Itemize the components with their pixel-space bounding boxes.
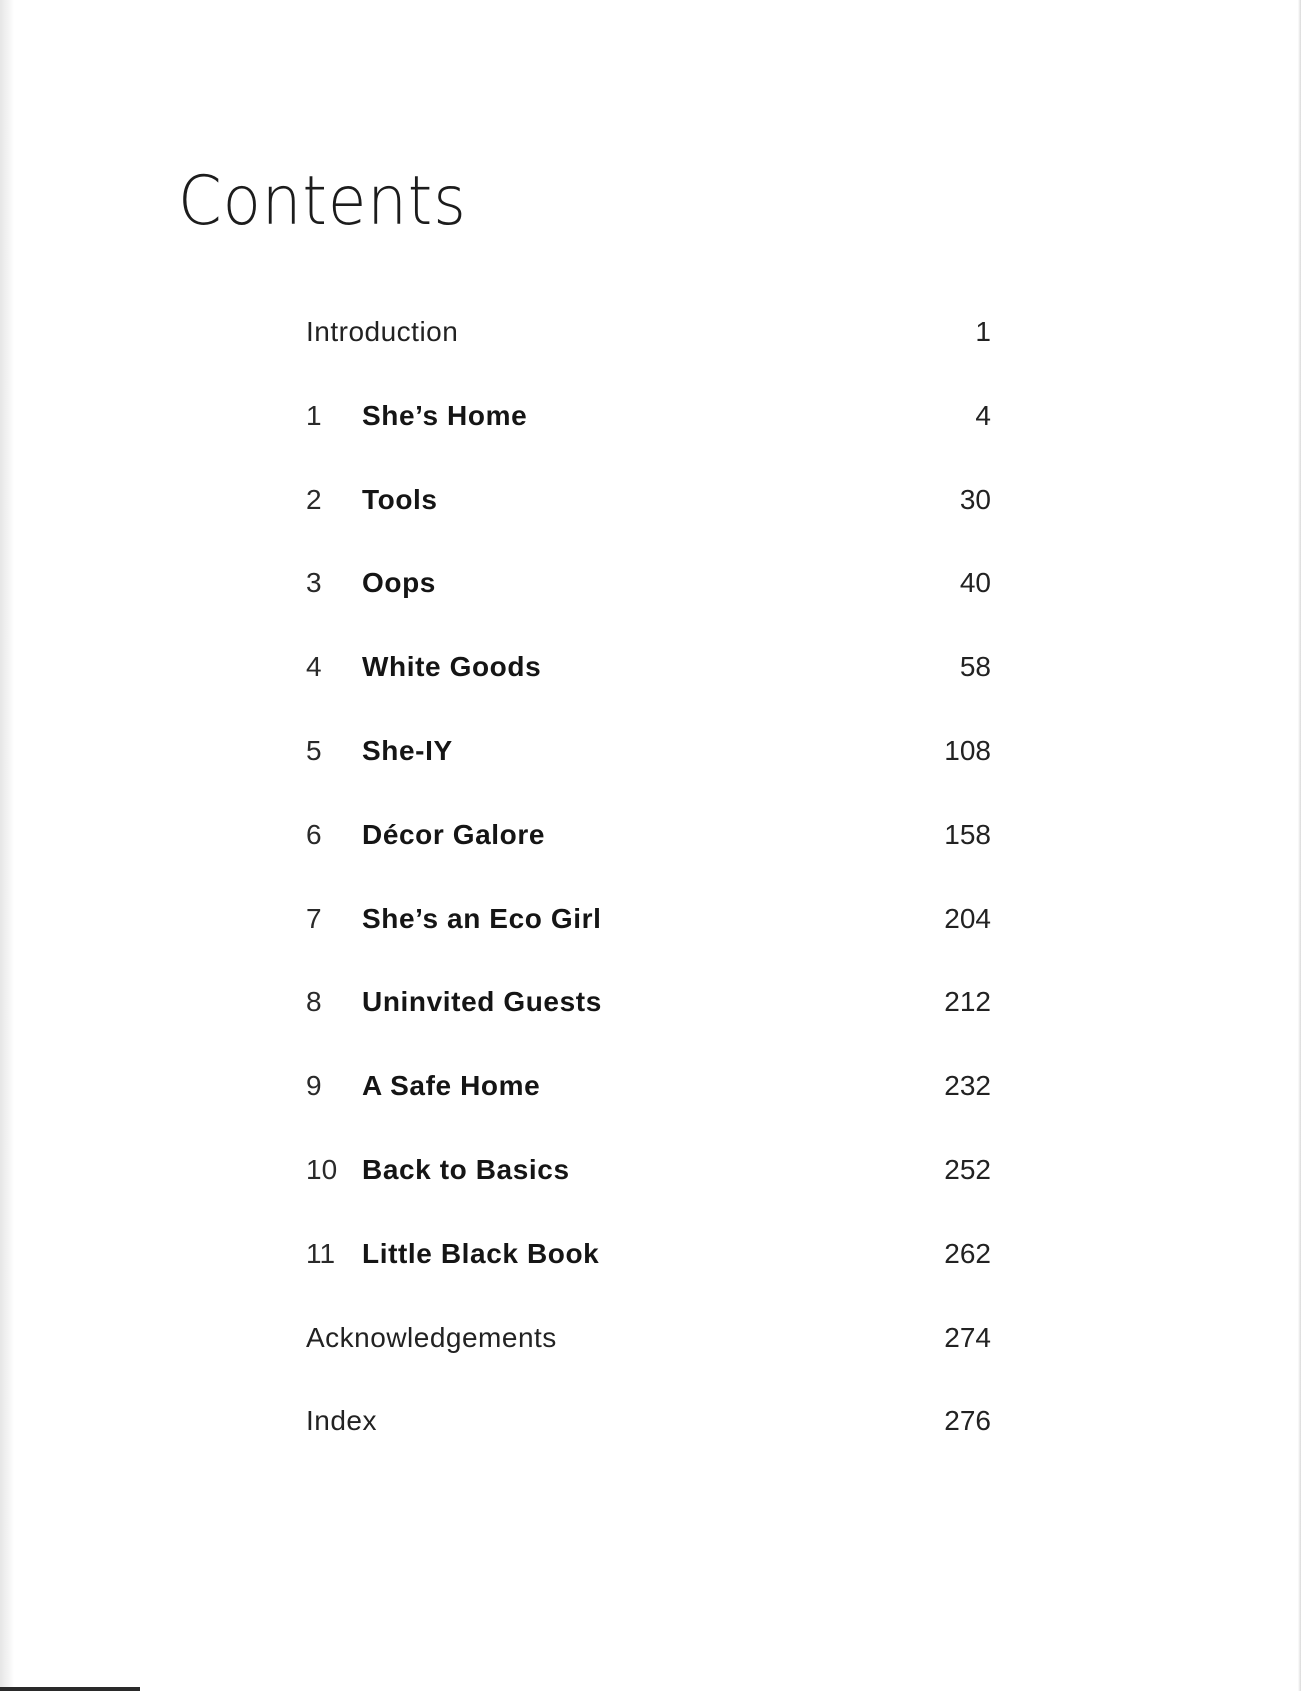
toc-chapter-8[interactable] xyxy=(306,988,991,1072)
toc-entry-acknowledgements[interactable] xyxy=(306,1321,991,1408)
toc-chapter-7[interactable] xyxy=(306,902,991,989)
chapter-number: 7 xyxy=(306,902,322,934)
toc-chapter-5[interactable] xyxy=(306,734,991,821)
toc-page-number: 262 xyxy=(944,1237,991,1269)
toc-page-number: 58 xyxy=(959,651,991,683)
chapter-title: Uninvited Guests xyxy=(362,986,602,1018)
chapter-title: She’s an Eco Girl xyxy=(362,902,602,934)
toc-page-number: 108 xyxy=(944,734,991,766)
toc-chapter-2[interactable] xyxy=(306,483,991,570)
toc-chapter-1[interactable] xyxy=(306,399,991,486)
chapter-number: 11 xyxy=(306,1237,336,1269)
toc-page-number: 30 xyxy=(959,483,991,515)
toc-entry-index[interactable] xyxy=(306,1407,991,1491)
chapter-title: Back to Basics xyxy=(362,1153,570,1185)
toc-entry-label: Acknowledgements xyxy=(306,1321,557,1353)
toc-entry-introduction[interactable] xyxy=(306,318,991,402)
chapter-number: 9 xyxy=(306,1070,322,1102)
chapter-number: 2 xyxy=(306,483,322,515)
chapter-title: Tools xyxy=(362,483,438,515)
toc-chapter-6[interactable] xyxy=(306,818,991,905)
chapter-title: Little Black Book xyxy=(362,1237,600,1269)
toc-chapter-11[interactable] xyxy=(306,1237,991,1324)
toc-page-number: 232 xyxy=(944,1070,991,1102)
chapter-number: 6 xyxy=(306,818,322,850)
toc-chapter-10[interactable] xyxy=(306,1153,991,1240)
toc-chapter-9[interactable] xyxy=(306,1072,991,1156)
chapter-number: 10 xyxy=(306,1153,338,1185)
chapter-title: Décor Galore xyxy=(362,818,546,850)
toc-page-number: 252 xyxy=(944,1153,991,1185)
chapter-title: Oops xyxy=(362,567,436,599)
toc-page-number: 4 xyxy=(975,399,991,431)
chapter-number: 5 xyxy=(306,734,322,766)
table-of-contents xyxy=(306,318,991,1491)
page-edge-shadow xyxy=(0,0,14,1691)
chapter-number: 3 xyxy=(306,567,322,599)
chapter-title: White Goods xyxy=(362,651,542,683)
toc-entry-label: Introduction xyxy=(306,316,459,347)
chapter-title: She-IY xyxy=(362,734,453,766)
toc-page-number: 40 xyxy=(959,567,991,599)
toc-page-number: 274 xyxy=(944,1321,991,1353)
chapter-number: 8 xyxy=(306,986,322,1018)
chapter-title: A Safe Home xyxy=(362,1070,541,1102)
toc-page-number: 276 xyxy=(944,1405,991,1437)
chapter-number: 4 xyxy=(306,651,322,683)
chapter-title: She’s Home xyxy=(362,399,528,431)
toc-page-number: 158 xyxy=(944,818,991,850)
chapter-number: 1 xyxy=(306,399,322,431)
page-title: Contents xyxy=(178,162,467,241)
toc-page-number: 212 xyxy=(944,986,991,1018)
toc-entry-label: Index xyxy=(306,1405,377,1437)
toc-page-number: 1 xyxy=(975,316,991,347)
toc-chapter-3[interactable] xyxy=(306,569,991,653)
toc-page-number: 204 xyxy=(944,902,991,934)
toc-chapter-4[interactable] xyxy=(306,653,991,737)
page-edge-bottom xyxy=(0,1687,140,1691)
